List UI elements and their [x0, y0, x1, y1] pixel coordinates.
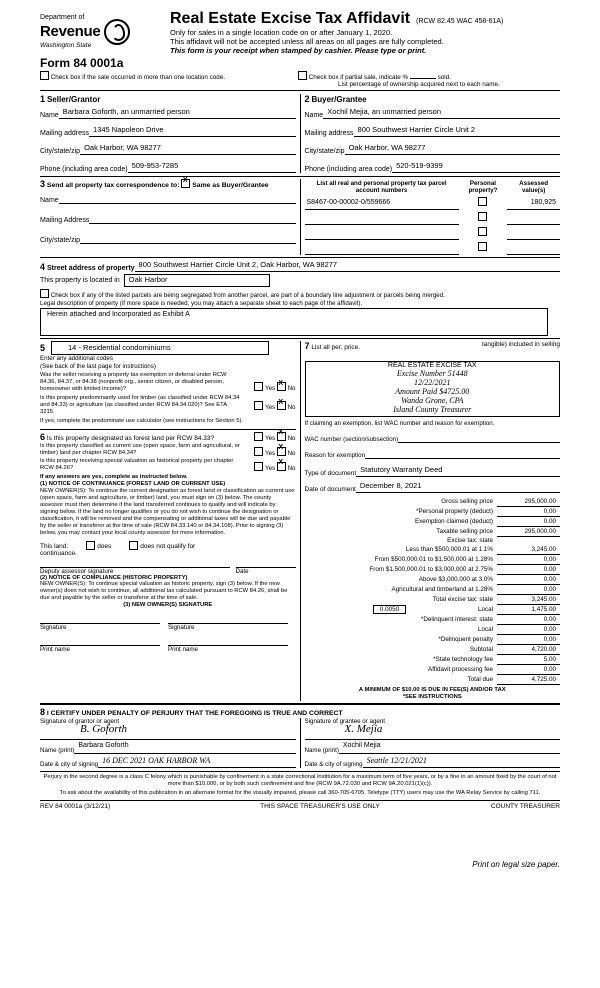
table-row — [305, 545, 561, 555]
row-value-17[interactable]: 0.00 — [497, 665, 560, 675]
parcel-number-2[interactable] — [305, 210, 459, 225]
buyer-city-label: City/state/zip — [304, 148, 345, 155]
dept-label: Department of — [40, 14, 85, 21]
segregated-label: Check box if any of the listed parcels are being segregated from another parcel, are part of a boundary line adjustment or parcels being merged. — [50, 292, 445, 299]
q2-yes-label: Yes — [265, 404, 276, 412]
page-title: Real Estate Excise Tax Affidavit — [170, 10, 411, 27]
grantor-date-label: Date & city of signing — [40, 761, 99, 769]
section3-text: Send all property tax correspondence to: — [46, 182, 180, 189]
row-value-18[interactable]: 4,725.00 — [497, 675, 560, 685]
table-row — [305, 195, 561, 210]
personal-checkbox-4[interactable] — [478, 242, 487, 251]
new-owner-sig-title: (3) NEW OWNER(S) SIGNATURE — [123, 602, 213, 609]
state-label: Washington State — [40, 41, 92, 49]
section-buyer — [300, 94, 561, 173]
form-number: Form 84 0001a — [40, 56, 124, 70]
section5-num: 5 — [40, 343, 46, 354]
row-label-9: Agricultural and timberland at 1.28% — [391, 586, 493, 594]
corr-city-input[interactable] — [80, 232, 295, 244]
s6q2-no-checkbox[interactable] — [277, 447, 286, 456]
table-row: *State technology fee 5.00 — [305, 655, 561, 665]
grantor-signature-field[interactable] — [40, 725, 296, 740]
table-row — [305, 497, 561, 507]
row-value-13[interactable]: 0.00 — [497, 625, 560, 635]
grantor-date-input[interactable]: 16 DEC 2021 OAK HARBOR WA — [98, 756, 295, 768]
new-owner-print-1[interactable]: Print name — [40, 645, 160, 653]
stamp-title: REAL ESTATE EXCISE TAX — [387, 362, 477, 370]
multi-location-checkbox[interactable] — [40, 71, 49, 80]
continuance-label: continuance. — [40, 549, 77, 557]
assessed-value-3[interactable] — [507, 225, 560, 240]
ada-note: To ask about the availability of this publication in an alternate format for the visually impaired, please call 360-705-6705. Teletype (TTY) users may use the WA Relay Service by calling 711. — [59, 790, 541, 796]
row-label-11: Local — [477, 606, 493, 614]
buyer-mailing-input[interactable]: 800 Southwest Harrier Circle Unit 2 — [354, 125, 560, 137]
row-label-4: Excise tax: state — [447, 537, 493, 545]
reason-exemption-label: Reason for exemption — [304, 451, 366, 459]
s6q1-yes-label: Yes — [265, 434, 276, 442]
stamp-date: 12/22/2021 — [414, 378, 451, 388]
table-row — [305, 526, 561, 536]
row-value-11[interactable]: 1,475.00 — [497, 605, 560, 615]
parcel-number-1[interactable]: S8467-00-00002-0/559666 — [305, 195, 459, 210]
deputy-assessor-date-label[interactable]: Date — [236, 567, 296, 575]
row-value-15[interactable]: 4,720.00 — [497, 645, 560, 655]
table-row — [305, 516, 561, 526]
table-row: *Delinquent interest: state 0.00 — [305, 615, 561, 625]
s6q3-no-label: No — [287, 464, 296, 472]
dor-logo — [40, 10, 160, 50]
revenue-wordmark: Revenue — [40, 22, 101, 40]
s6q3-yes-label: Yes — [265, 464, 276, 472]
s6q1-yes-checkbox[interactable] — [254, 432, 263, 441]
s6q3-no-checkbox[interactable] — [277, 462, 286, 471]
assessed-header: Assessed value(s) — [519, 180, 549, 194]
form-header — [40, 10, 560, 55]
treasurer-space-label: THIS SPACE TREASURER'S USE ONLY — [260, 802, 380, 810]
section7-intro: List all per. price. — [311, 344, 361, 352]
table-row — [305, 665, 561, 675]
row-value-1[interactable]: 0.00 — [497, 506, 560, 516]
section-tax-calc — [300, 341, 561, 701]
multi-location-label: Check box if the sale occurred in more than one location code. — [50, 74, 226, 81]
county-treasurer-label: COUNTY TREASURER — [490, 802, 560, 810]
new-owner-print-2[interactable]: Print name — [168, 645, 288, 653]
located-in-label: This property is located in — [40, 277, 120, 284]
rcw-ref: (RCW 82.45 WAC 458-61A) — [416, 18, 504, 25]
personal-checkbox-1[interactable] — [478, 197, 487, 206]
personal-checkbox-3[interactable] — [478, 227, 487, 236]
parcel-number-4[interactable] — [305, 240, 459, 255]
claiming-exemption-label: If claiming an exemption, list WAC number and reason for exemption. — [304, 420, 495, 428]
table-row — [305, 605, 561, 615]
notice-compliance-title: (2) NOTICE OF COMPLIANCE (HISTORIC PROPERTY) — [40, 574, 188, 581]
notice-continuance-title: (1) NOTICE OF CONTINUANCE (FOREST LAND OR CURRENT USE) — [40, 480, 226, 487]
row-label-17: Affidavit processing fee — [428, 666, 493, 674]
segregated-checkbox[interactable] — [40, 289, 49, 298]
grantee-date-label: Date & city of signing — [304, 761, 363, 769]
doc-type-input[interactable]: Statutory Warranty Deed — [356, 465, 560, 477]
row-value-5[interactable]: 3,245.00 — [497, 545, 560, 555]
deputy-assessor-sig-label[interactable]: Deputy assessor signature — [40, 567, 230, 575]
current-use-question: Is this property classified as current use (open space, farm and agricultural, or timber) land per chapter RCW 84.34? — [40, 442, 240, 456]
row-value-7[interactable]: 0.00 — [497, 565, 560, 575]
seller-name-label: Name — [40, 112, 59, 119]
table-row — [305, 225, 561, 240]
section3-num: 3 — [40, 179, 46, 189]
section6-num: 6 — [40, 431, 46, 442]
row-label-3: Taxable selling price — [436, 527, 493, 535]
s6q2-yes-checkbox[interactable] — [254, 447, 263, 456]
grantor-print-label: Name (print) — [40, 747, 75, 755]
does-not-label: does not qualify for — [140, 542, 196, 550]
s6q2-no-label: No — [287, 449, 296, 457]
tax-calculation-table — [305, 497, 561, 686]
partial-note: List percentage of ownership acquired next to each name. — [338, 81, 500, 88]
row-label-16: State technology fee — [435, 656, 493, 664]
section2-num: 2 — [304, 94, 310, 104]
q1-no-label: No — [287, 385, 296, 393]
assessed-value-4[interactable] — [507, 240, 560, 255]
table-row — [305, 675, 561, 685]
buyer-mailing-label: Mailing address — [304, 130, 354, 137]
seller-city-label: City/state/zip — [40, 148, 81, 155]
row-value-12[interactable]: 0.00 — [497, 615, 560, 625]
q2-no-checkbox[interactable] — [277, 401, 286, 410]
this-land-label: This land: — [40, 542, 69, 550]
table-row: *Personal property (deduct) 0.00 — [305, 506, 561, 516]
s6q2-yes-label: Yes — [265, 449, 276, 457]
grantee-print-input[interactable]: Xochil Mejia — [339, 742, 560, 754]
corr-mailing-input[interactable] — [89, 212, 295, 224]
exemption-question: Was the seller receiving a property tax exemption or deferral under RCW 84.36, 84.37, or 84.38 (nonprofit org., senior citizen, or disabled person, homeowner with limited income)? — [40, 372, 227, 393]
row-label-2: Exemption claimed (deduct) — [414, 517, 493, 525]
legal-desc-label: Legal description of property (if more space is needed, you may attach a separate sheet to each page of the affidavit). — [40, 299, 363, 307]
row-value-4 — [497, 536, 560, 545]
print-legal-note: Print on legal size paper. — [472, 859, 560, 869]
forest-land-question: Is this property designated as forest land per RCW 84.33? — [46, 434, 215, 442]
row-value-9[interactable]: 0.00 — [497, 585, 560, 595]
table-row: *Delinquent penalty 0.00 — [305, 635, 561, 645]
seller-mailing-input[interactable]: 1345 Napoleon Drive — [89, 125, 295, 137]
does-not-qualify-checkbox[interactable] — [129, 541, 138, 550]
row-value-0[interactable]: 295,000.00 — [497, 497, 560, 507]
seller-phone-input[interactable]: 509-953-7285 — [128, 161, 296, 173]
grantor-sig-label: Signature of grantor or agent — [40, 718, 120, 726]
header-line-2: This affidavit will not be accepted unless all areas on all pages are fully completed. — [170, 37, 444, 46]
partial-sale-label: Check box if partial sale, indicate % — [308, 74, 409, 81]
row-label-1: Personal property (deduct) — [418, 507, 493, 515]
section-use-code — [40, 341, 296, 701]
row-label-18: Total due — [467, 676, 493, 684]
q2-yes-checkbox[interactable] — [254, 401, 263, 410]
table-row — [305, 645, 561, 655]
minimum-due-note: A MINIMUM OF $10.00 IS DUE IN FEE(S) AND/OR TAX — [358, 687, 506, 694]
s6q1-no-label: No — [287, 434, 296, 442]
legal-description-box[interactable]: Herein attached and Incorporated as Exhibit A — [40, 308, 548, 336]
perjury-note: Perjury in the second degree is a class C felony which is punishable by confinement in a state correctional institution for a maximum term of five years, or by a fine in an amount fixed by the court of not more than $10,000, or by both such confinement and fine (RCW 9A.72.030 and RCW 9A.20.021(1)(c)). — [43, 774, 557, 788]
does-qualify-checkbox[interactable] — [86, 541, 95, 550]
section-designations — [40, 429, 296, 653]
buyer-phone-input[interactable]: 520-519-9399 — [392, 161, 560, 173]
stamp-amount: Amount Paid $4725.00 — [395, 387, 470, 397]
row-value-3[interactable]: 295,000.00 — [497, 526, 560, 536]
grantee-print-label: Name (print) — [304, 747, 339, 755]
parcel-number-3[interactable] — [305, 225, 459, 240]
personal-header: Personal property? — [468, 180, 498, 194]
parcel-table — [300, 179, 561, 255]
section-property-address — [40, 257, 560, 336]
corr-city-label: City/state/zip — [40, 237, 81, 244]
doc-date-input[interactable]: December 8, 2021 — [356, 481, 560, 493]
section1-num: 1 — [40, 94, 46, 104]
grantee-signature-field[interactable] — [305, 725, 561, 740]
stamp-treasurer-name: Wanda Grone, CPA — [401, 396, 464, 406]
table-row — [305, 625, 561, 635]
table-row — [305, 595, 561, 605]
row-value-14[interactable]: 0.00 — [497, 635, 560, 645]
reason-exemption-input[interactable] — [365, 447, 560, 459]
if-any-yes-note: If any answers are yes, complete as instructed below. — [40, 473, 188, 480]
section-certification — [40, 703, 560, 768]
header-line-1: Only for sales in a single location code on or after January 1, 2020. — [170, 28, 393, 37]
located-in-input[interactable]: Oak Harbor — [124, 274, 270, 287]
land-use-code-input[interactable]: 14 - Residential condominiums — [51, 341, 269, 355]
row-label-6: From $500,000.01 to $1,500,000 at 1.28% — [374, 556, 493, 564]
new-owner-sig-2[interactable]: Signature — [168, 623, 288, 631]
street-address-input[interactable]: 800 Southwest Harrier Circle Unit 2, Oak Harbor, WA 98277 — [135, 260, 560, 272]
buyer-city-input[interactable]: Oak Harbor, WA 98277 — [345, 143, 560, 155]
wac-number-label: WAC number (section/subsection) — [304, 435, 399, 443]
corr-name-label: Name — [40, 197, 59, 204]
row-label-14: Delinquent penalty — [440, 636, 493, 644]
seller-city-input[interactable]: Oak Harbor, WA 98277 — [80, 143, 295, 155]
row-value-10[interactable]: 3,245.00 — [497, 595, 560, 605]
seller-name-input[interactable]: Barbara Goforth, an unmarried person — [59, 107, 296, 119]
notice-compliance-body: NEW OWNER(S): To continue special valuation as historic property, sign (3) below. If the new owner(s) does not wish to continue, all additional tax calculated pursuant to RCW 84.26, shall be due and payable by the seller or transferor at the time of sale. — [40, 581, 288, 602]
parcel-header: List all real and personal property tax parcel account numbers — [316, 180, 447, 194]
historic-question: Is this property receiving special valuation as historical property per chapter RCW 84.26? — [40, 457, 234, 471]
grantee-sig-label: Signature of grantee or agent — [304, 718, 385, 726]
s6q1-no-checkbox[interactable] — [277, 432, 286, 441]
grantee-date-input[interactable]: Seattle 12/21/2021 — [363, 756, 560, 768]
buyer-phone-label: Phone (including area code) — [304, 166, 393, 173]
row-value-2[interactable]: 0.00 — [497, 516, 560, 526]
form-frame — [40, 10, 560, 869]
row-label-12: Delinquent interest: state — [423, 616, 493, 624]
section8-num: 8 — [40, 707, 46, 718]
table-row — [305, 210, 561, 225]
assessed-value-1[interactable]: 180,925 — [507, 195, 560, 210]
local-rate-input[interactable]: 0.0050 — [373, 605, 406, 614]
row-value-16[interactable]: 5.00 — [497, 655, 560, 665]
new-owner-sig-1[interactable]: Signature — [40, 623, 160, 631]
s6q3-yes-checkbox[interactable] — [254, 462, 263, 471]
row-label-8: Above $3,000,000 at 3.0% — [418, 576, 493, 584]
doc-date-label: Date of document — [304, 485, 356, 493]
corr-name-input[interactable] — [59, 192, 296, 204]
same-as-buyer-checkbox[interactable] — [181, 179, 190, 188]
timber-question: Is this property predominantly used for timber (as classified under RCW 84.34 and 84.33) or agriculture (as classified under RCW 84.34.020)? See ETA 3215. — [40, 395, 240, 416]
rev-number: REV 84 0001a (3/12/21) — [40, 802, 111, 810]
see-instructions-note: *SEE INSTRUCTIONS — [402, 694, 462, 701]
section2-title: Buyer/Grantee — [311, 95, 367, 104]
row-label-5: Less than $500,000.01 at 1.1% — [405, 546, 493, 554]
stamp-county: Island County Treasurer — [393, 405, 472, 415]
buyer-name-label: Name — [304, 112, 324, 119]
row-label-13: Local — [477, 626, 493, 634]
predominate-use-note: If yes, complete the predominate use calculator (see instructions for Section 5). — [40, 417, 243, 424]
row-label-7: From $1,500,000.01 to $3,000,000 at 2.75% — [369, 566, 493, 574]
swirl-icon — [104, 19, 130, 45]
doc-type-label: Type of document — [304, 469, 357, 477]
q1-yes-label: Yes — [265, 385, 276, 393]
stamp-excise-number: Excise Number 51448 — [396, 369, 468, 379]
assessed-value-2[interactable] — [507, 210, 560, 225]
table-row — [305, 575, 561, 585]
treasurer-stamp — [305, 361, 561, 417]
section-correspondence — [40, 179, 296, 255]
table-row — [305, 240, 561, 255]
row-value-6[interactable]: 0.00 — [497, 555, 560, 565]
seller-mailing-label: Mailing address — [40, 130, 90, 137]
corr-mailing-label: Mailing Address — [40, 217, 90, 224]
enter-codes-label: Enter any additional codes — [40, 355, 113, 363]
row-label-0: Gross selling price — [441, 497, 493, 505]
seller-phone-label: Phone (including area code) — [40, 166, 128, 173]
table-row — [305, 555, 561, 565]
grantee-signature-ink: X. Mejia — [344, 723, 383, 736]
header-line-3: This form is your receipt when stamped by cashier. Please type or print. — [170, 46, 427, 55]
certification-title: I CERTIFY UNDER PENALTY OF PERJURY THAT THE FOREGOING IS TRUE AND CORRECT — [46, 710, 343, 718]
q1-yes-checkbox[interactable] — [254, 382, 263, 391]
buyer-name-input[interactable]: Xochil Mejia, an unmarried person — [323, 107, 560, 119]
q2-no-label: No — [287, 404, 296, 412]
same-as-buyer-label: Same as Buyer/Grantee — [192, 182, 269, 189]
section7-tail: tangible) included in selling — [481, 341, 560, 349]
grantor-signature-ink: B. Goforth — [80, 723, 128, 736]
notice-continuance-body: NEW OWNER(S): To continue the current designation as forest land or classification as current use (open space, farm and agriculture, or timber) land, you must sign on (3) below. The county assessor must then determine if the land transferred continues to qualify and will indicate by signing below. If the land no longer qualifies or you do not wish to continue the designation or classification, it will be removed and the compensating or additional taxes will be due and payable by the seller or transferor at the time of sale (RCW 84.33.140 or 84.34.108). Prior to signing (3) below, you may contact your local county assessor for more information. — [40, 487, 295, 536]
row-value-8[interactable]: 0.00 — [497, 575, 560, 585]
row-label-15: Subtotal — [469, 646, 493, 654]
section-seller — [40, 94, 296, 173]
grantor-print-input[interactable]: Barbara Goforth — [74, 742, 295, 754]
wac-number-input[interactable] — [398, 431, 560, 443]
section1-title: Seller/Grantor — [46, 95, 101, 104]
section7-num: 7 — [304, 341, 310, 352]
row-label-10: Total excise tax: state — [432, 596, 493, 604]
table-row — [305, 536, 561, 545]
table-row — [305, 565, 561, 575]
section4-num: 4 — [40, 262, 46, 272]
q1-no-checkbox[interactable] — [277, 382, 286, 391]
footer — [40, 771, 560, 810]
personal-checkbox-2[interactable] — [478, 212, 487, 221]
partial-sale-checkbox[interactable] — [298, 71, 307, 80]
partial-sale-tail: sold. — [437, 74, 451, 81]
table-row — [305, 585, 561, 595]
street-address-label: Street address of property — [47, 265, 135, 272]
does-label: does — [97, 542, 112, 550]
see-back-label: (See back of the last page for instructions) — [40, 362, 156, 370]
